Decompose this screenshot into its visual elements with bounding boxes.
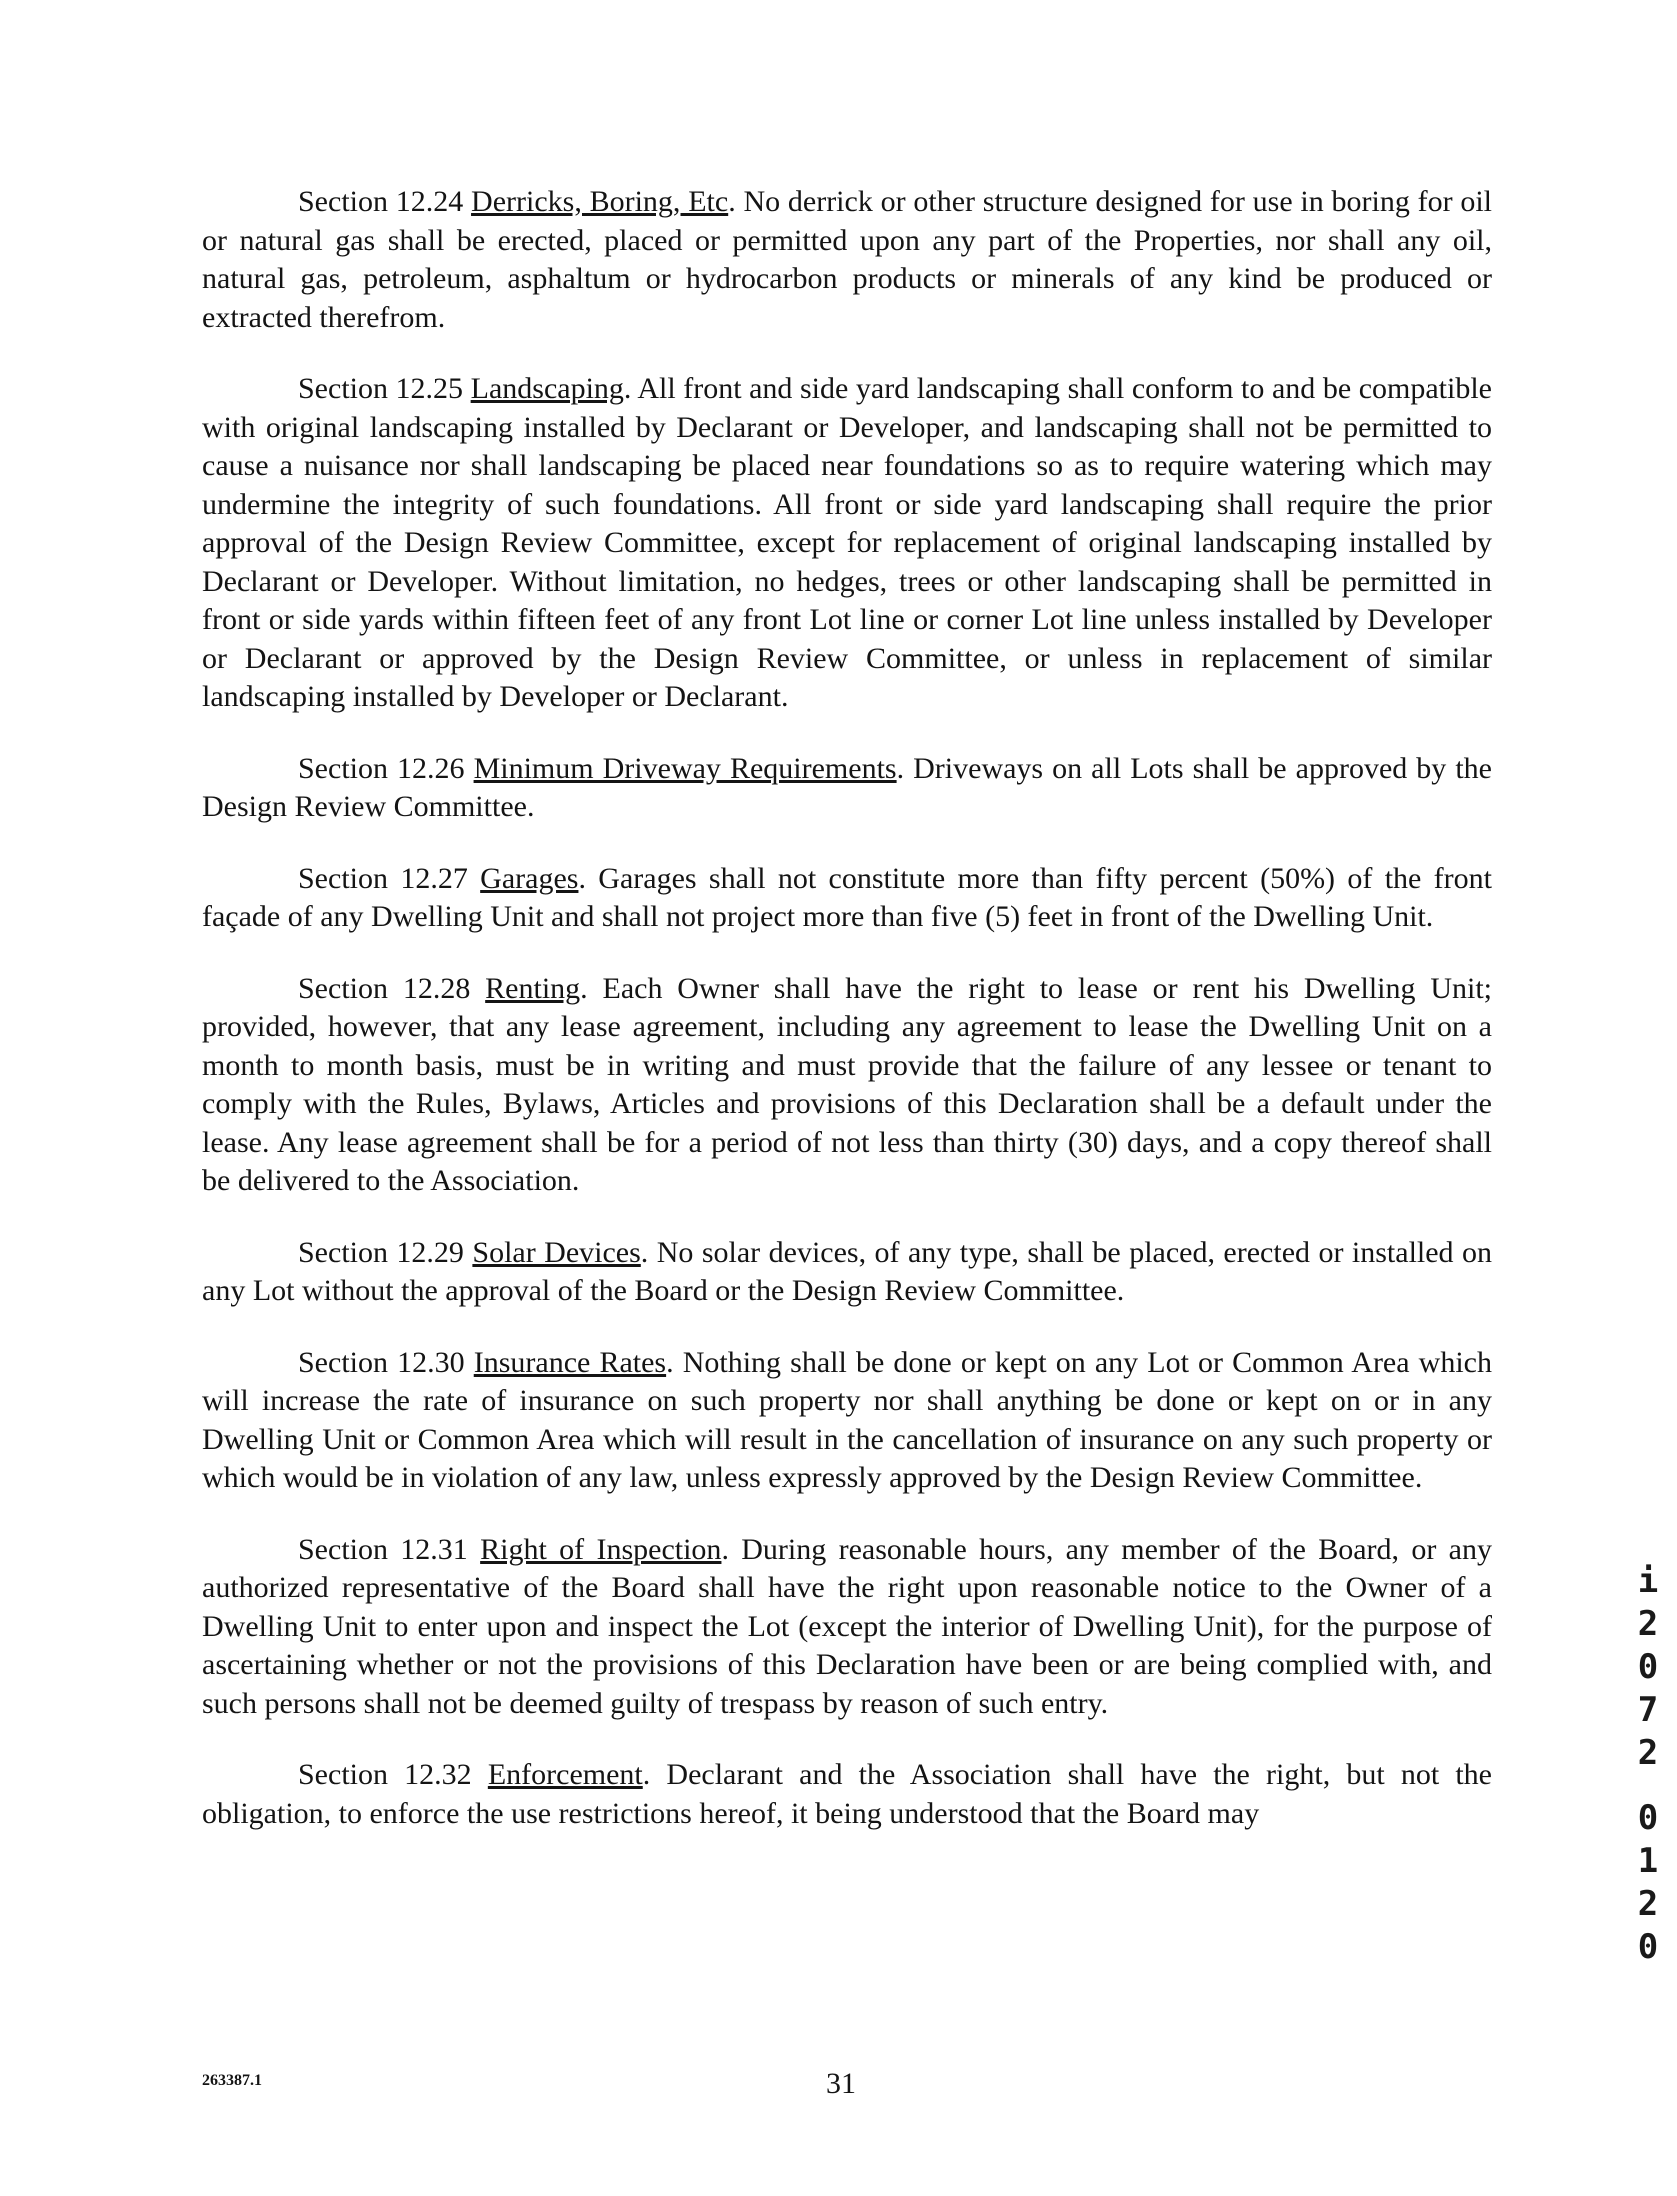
stamp-char: 2 xyxy=(1637,1733,1659,1773)
stamp-char: 2 xyxy=(1637,1884,1659,1924)
section-number: Section 12.30 xyxy=(298,1345,465,1379)
section-text: . Each Owner shall have the right to lease or rent his Dwelling Unit; provided, however, that any lease agreement, including any agreement to lease the Dwelling Unit on a month to month basis, must be in writing and must provide that the failure of any lessee or tenant to comply with the Rules, Bylaws, Articles and provisions of this Declaration shall be a default under the lease. Any lease agreement shall be for a period of not less than thirty (30) days, and a copy thereof shall be delivered to the Association. xyxy=(202,971,1492,1197)
section-12-30 xyxy=(202,1344,1492,1498)
section-12-29 xyxy=(202,1234,1492,1311)
section-number: Section 12.26 xyxy=(298,751,465,785)
section-12-31 xyxy=(202,1531,1492,1724)
section-text: . All front and side yard landscaping shall conform to and be compatible with original landscaping installed by Declarant or Developer, and landscaping shall not be permitted to cause a nuisance nor shall landscaping be placed near foundations so as to require watering which may undermine the integrity of such foundations. All front or side yard landscaping shall require the prior approval of the Design Review Committee, except for replacement of original landscaping installed by Declarant or Developer. Without limitation, no hedges, trees or other landscaping shall be permitted in front or side yards within fifteen feet of any front Lot line or corner Lot line unless installed by Developer or Declarant or approved by the Design Review Committee, or unless in replacement of similar landscaping installed by Developer or Declarant. xyxy=(202,372,1493,713)
stamp-char: i xyxy=(1637,1561,1659,1601)
section-heading: Garages xyxy=(480,861,579,895)
section-number: Section 12.29 xyxy=(298,1235,464,1269)
section-number: Section 12.31 xyxy=(298,1532,468,1566)
section-12-28 xyxy=(202,970,1492,1201)
section-heading: Landscaping xyxy=(470,372,624,405)
section-heading: Insurance Rates xyxy=(473,1345,667,1379)
page-number: 31 xyxy=(826,2067,856,2100)
section-text: . Driveways on all Lots shall be approved by the Design Review Committee. xyxy=(202,751,1492,823)
section-text: . Declarant and the Association shall have the right, but not the obligation, to enforce the use restrictions hereof, it being understood that the Board may xyxy=(202,1758,1492,1830)
section-text: . Garages shall not constitute more than fifty percent (50%) of the front façade of any Dwelling Unit and shall not project more than five (5) feet in front of the Dwelling Unit. xyxy=(202,861,1493,933)
recording-stamp xyxy=(1632,1560,1664,1969)
section-12-25 xyxy=(202,370,1492,717)
section-12-27 xyxy=(202,860,1492,937)
stamp-char: 0 xyxy=(1637,1647,1659,1687)
document-id: 263387.1 xyxy=(202,2072,262,2089)
section-heading: Renting xyxy=(485,971,581,1005)
section-number: Section 12.32 xyxy=(298,1758,472,1791)
section-number: Section 12.27 xyxy=(298,861,468,895)
section-text: . During reasonable hours, any member of the Board, or any authorized representative of the Board shall have the right upon reasonable notice to the Owner of a Dwelling Unit to enter upon and inspect the Lot (except the interior of Dwelling Unit), for the purpose of ascertaining whether or not the provisions of this Declaration have been or are being complied with, and such persons shall not be deemed guilty of trespass by reason of such entry. xyxy=(202,1532,1492,1720)
section-text: . Nothing shall be done or kept on any Lot or Common Area which will increase the rate of insurance on such property nor shall anything be done or kept on or in any Dwelling Unit or Common Area which will result in the cancellation of insurance on any such property or which would be in violation of any law, unless expressly approved by the Design Review Committee. xyxy=(202,1345,1492,1494)
stamp-char: 0 xyxy=(1637,1798,1659,1838)
stamp-char: 0 xyxy=(1637,1927,1659,1967)
section-heading: Right of Inspection xyxy=(480,1532,722,1566)
section-heading: Minimum Driveway Requirements xyxy=(473,751,897,785)
section-12-26 xyxy=(202,750,1492,827)
section-heading: Enforcement xyxy=(487,1758,643,1791)
document-body xyxy=(202,183,1492,1866)
stamp-char: 7 xyxy=(1637,1690,1659,1730)
section-heading: Solar Devices xyxy=(472,1235,641,1269)
section-heading: Derricks, Boring, Etc xyxy=(471,185,729,218)
section-number: Section 12.25 xyxy=(298,372,464,405)
section-number: Section 12.28 xyxy=(298,971,471,1005)
stamp-char: 1 xyxy=(1637,1841,1659,1881)
section-text: . No derrick or other structure designed for use in boring for oil or natural gas shall be erected, placed or permitted upon any part of the Properties, nor shall any oil, natural gas, petroleum, asphaltum or hydrocarbon products or minerals of any kind be produced or extracted therefrom. xyxy=(202,185,1493,334)
section-number: Section 12.24 xyxy=(298,185,464,218)
stamp-char: 2 xyxy=(1637,1604,1659,1644)
section-text: . No solar devices, of any type, shall be placed, erected or installed on any Lot without the approval of the Board or the Design Review Committee. xyxy=(202,1235,1492,1307)
stamp-gap xyxy=(1632,1775,1664,1797)
section-12-32 xyxy=(202,1756,1492,1833)
section-12-24 xyxy=(202,183,1492,337)
